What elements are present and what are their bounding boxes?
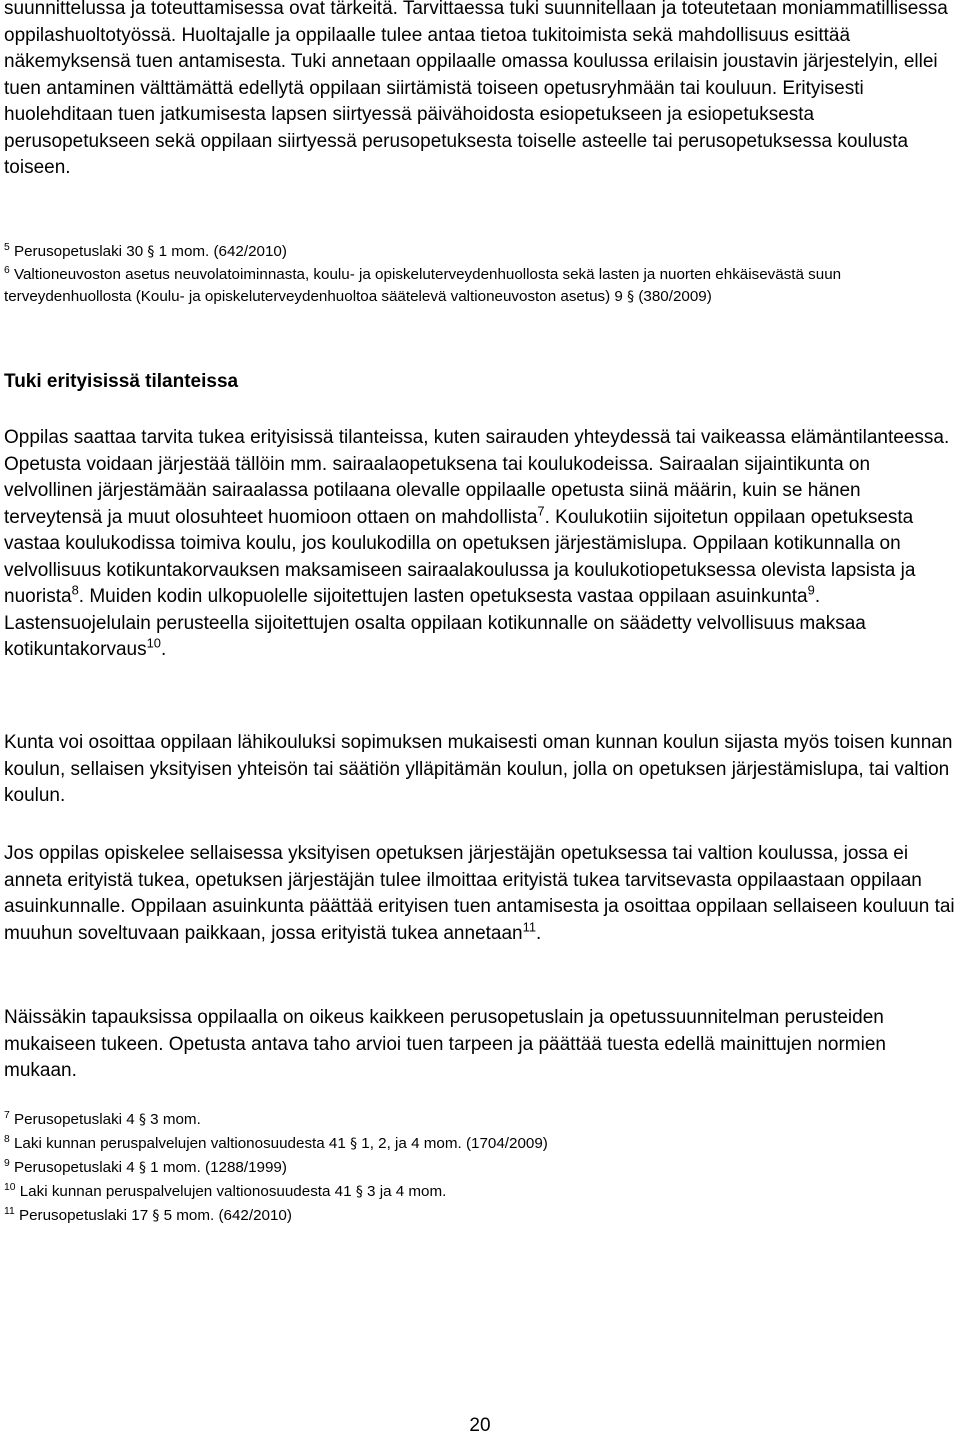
footnote-text: 3 ja 4 mom.	[367, 1183, 447, 1200]
footnote-text: 1, 2, ja 4 mom. (1704/2009)	[361, 1135, 548, 1152]
intro-paragraph: suunnittelussa ja toteuttamisessa ovat tärkeitä. Tarvittaessa tuki suunnitellaan ja toteutetaan moniammatillisessa oppilashuoltotyössä. Huoltajalle ja oppilaalle tulee antaa tietoa tukitoimista sekä mahdollisuus esittää näkemyksensä tuen antamisesta. Tuki annetaan oppilaalle omassa koulussa erilaisin joustavin järjestelyin, ellei tuen antaminen välttämättä edellytä oppilaan siirtämistä toiseen opetusryhmään tai kouluun. Erityisesti huolehditaan tuen jatkumisesta lapsen siirtyessä päivähoidosta esiopetukseen ja esiopetuksesta perusopetukseen sekä oppilaan siirtyessä perusopetuksesta toiselle asteelle tai perusopetuksessa koulusta toiseen.	[4, 0, 948, 178]
paragraph-text: . Lastensuojelulain perusteella sijoitettujen osalta oppilaan kotikunnalle on säädetty velvollisuus maksaa kotikuntakorvaus	[4, 586, 866, 660]
paragraph-private-school	[4, 841, 956, 947]
footnote-ref-11: 11	[522, 919, 537, 935]
footnote-text: (380/2009)	[638, 288, 712, 305]
footnote-5	[4, 241, 956, 264]
section-symbol: §	[138, 1112, 146, 1128]
footnote-11	[4, 1204, 956, 1228]
paragraph-text: .	[160, 639, 167, 660]
section-symbol: §	[152, 1208, 160, 1224]
section-symbol: §	[627, 289, 635, 305]
footnote-number: 6	[4, 264, 10, 276]
footnote-8	[4, 1132, 956, 1156]
section-symbol: §	[355, 1184, 363, 1200]
footnotes-top	[4, 241, 956, 309]
paragraph-text: . Koulukotiin sijoitetun oppilaan opetuksesta vastaa koulukodissa toimiva koulu, jos koulukodilla on opetuksen järjestämislupa. Oppilaan kotikunnalla on velvollisuus kotikuntakorvauksen maksamiseen sairaalakoulussa ja koulukotiopetuksessa olevista lapsista ja nuorista	[4, 506, 916, 607]
paragraph-rights: Näissäkin tapauksissa oppilaalla on oikeus kaikkeen perusopetuslain ja opetussuunnitelman perusteiden mukaiseen tukeen. Opetusta antava taho arvioi tuen tarpeen ja päättää tuesta edellä mainittujen normien mukaan.	[4, 1007, 886, 1081]
paragraph-text: .	[536, 922, 542, 944]
footnote-text: 5 mom. (642/2010)	[163, 1207, 292, 1224]
footnote-7	[4, 1108, 956, 1132]
footnote-text: Perusopetuslaki 30	[13, 243, 144, 260]
footnote-text: Laki kunnan peruspalvelujen valtionosuudesta 41	[13, 1135, 346, 1152]
section-symbol: §	[350, 1136, 358, 1152]
footnote-number: 5	[4, 241, 10, 253]
footnote-text: Laki kunnan peruspalvelujen valtionosuudesta 41	[19, 1183, 352, 1200]
footnote-6	[4, 264, 956, 309]
footnote-text: 3 mom.	[150, 1111, 201, 1128]
section-symbol: §	[138, 1160, 146, 1176]
footnote-ref-9: 9	[807, 582, 815, 598]
footnote-ref-8: 8	[71, 582, 79, 598]
section-symbol: §	[147, 244, 155, 260]
footnote-number: 7	[4, 1109, 10, 1121]
footnote-ref-10: 10	[146, 635, 161, 651]
footnote-number: 8	[4, 1133, 10, 1145]
footnote-number: 9	[4, 1157, 10, 1169]
footnote-10	[4, 1180, 956, 1204]
paragraph-local-school: Kunta voi osoittaa oppilaan lähikouluksi sopimuksen mukaisesti oman kunnan koulun sijasta myös toisen kunnan koulun, sellaisen yksityisen yhteisön tai säätiön ylläpitämän koulun, jolla on opetuksen järjestämislupa, tai valtion koulun.	[4, 732, 953, 806]
footnote-ref-7: 7	[537, 503, 545, 519]
paragraph-text: . Muiden kodin ulkopuolelle sijoitettujen lasten opetuksesta vastaa oppilaan asuinkunta	[78, 586, 808, 607]
footnote-text: 1 mom. (642/2010)	[158, 243, 287, 260]
footnote-text: 1 mom. (1288/1999)	[150, 1159, 287, 1176]
footnote-9	[4, 1156, 956, 1180]
page-number: 20	[469, 1415, 491, 1436]
paragraph-text: Jos oppilas opiskelee sellaisessa yksityisen opetuksen järjestäjän opetuksessa tai valtion koulussa, jossa ei anneta erityistä tukea, opetuksen järjestäjän tulee ilmoittaa erityistä tukea tarvitsevasta oppilaastaan oppilaan asuinkunnalle. Oppilaan asuinkunta päättää erityisen tuen antamisesta ja osoittaa oppilaan sellaiseen kouluun tai muuhun soveltuvaan paikkaan, jossa erityistä tukea annetaan	[4, 843, 955, 944]
paragraph-text: Oppilas saattaa tarvita tukea erityisissä tilanteissa, kuten sairauden yhteydessä tai vaikeassa elämäntilanteessa. Opetusta voidaan järjestää tällöin mm. sairaalaopetuksena tai koulukodeissa. Sairaalan sijaintikunta on velvollinen järjestämään sairaalassa potilaana olevalle oppilaalle opetusta siinä määrin, kuin se hänen terveytensä ja muut olosuhteet huomioon ottaen on mahdollista	[4, 427, 950, 528]
footnote-text: Perusopetuslaki 4	[13, 1159, 135, 1176]
footnote-number: 11	[4, 1205, 15, 1217]
footnote-number: 10	[4, 1181, 16, 1193]
paragraph-special-situations	[4, 425, 956, 664]
footnote-text: Perusopetuslaki 4	[13, 1111, 135, 1128]
footnote-text: Valtioneuvoston asetus neuvolatoiminnasta, koulu- ja opiskeluterveydenhuollosta sekä lasten ja nuorten ehkäisevästä suun terveydenhuollosta (Koulu- ja opiskeluterveydenhuoltoa säätelevä valtioneuvoston asetus) 9	[4, 265, 842, 305]
section-heading: Tuki erityisissä tilanteissa	[4, 371, 239, 392]
footnotes-bottom	[4, 1108, 956, 1228]
footnote-text: Perusopetuslaki 17	[18, 1207, 149, 1224]
